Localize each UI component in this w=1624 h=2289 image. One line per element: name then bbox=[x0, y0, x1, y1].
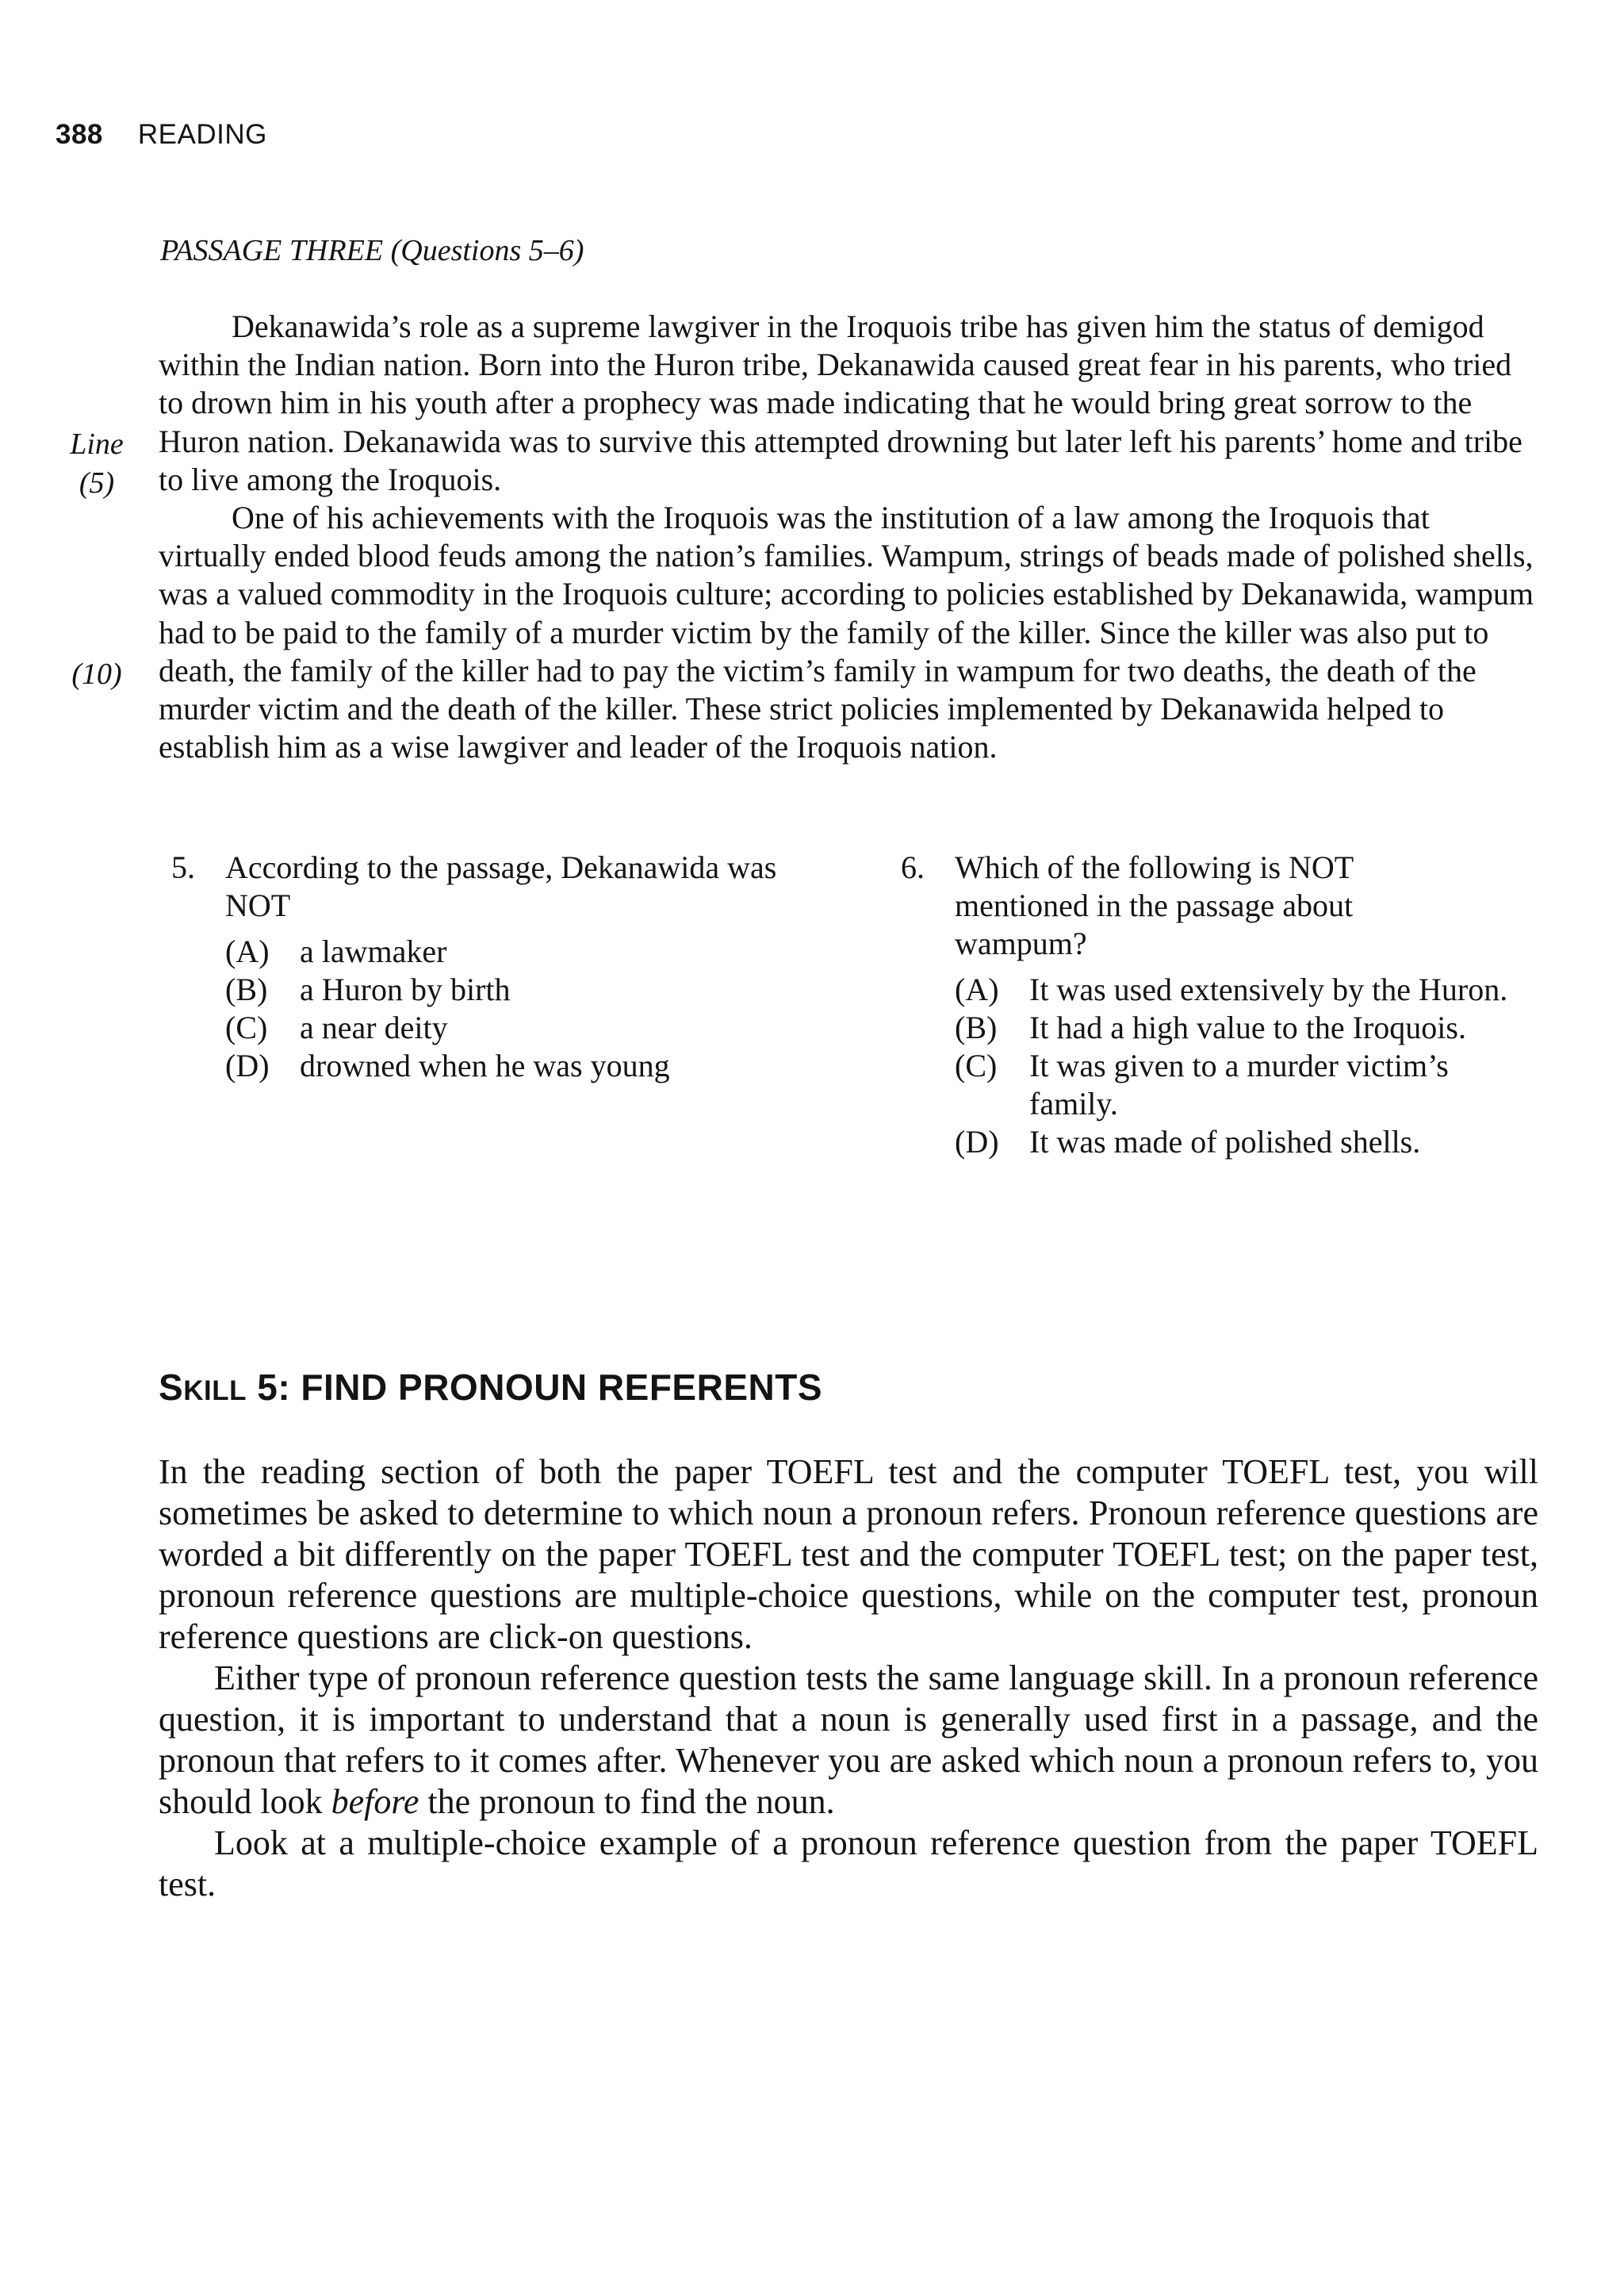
skill-heading-initial: S bbox=[159, 1367, 184, 1408]
answer-option-a[interactable] bbox=[955, 971, 1535, 1009]
answer-option-d[interactable] bbox=[955, 1123, 1535, 1161]
body-paragraph-text: Either type of pronoun reference question tests the same language skill. In a pronoun reference question, it is important to understand that a noun is generally used first in a passage, and the pronoun that refers to it comes after. Whenever you are asked which noun a pronoun refers to, you should look bbox=[159, 1658, 1538, 1821]
option-letter: (C) bbox=[955, 1048, 998, 1083]
body-paragraph: In the reading section of both the paper TOEFL test and the computer TOEFL test, you will sometimes be asked to determine to which noun a pronoun refers. Pronoun reference questions are worded a bit differently on the paper TOEFL test and the computer TOEFL test; on the paper test, pronoun reference questions are multiple-choice questions, while on the computer test, pronoun reference questions are click-on questions. bbox=[159, 1452, 1538, 1656]
page-number: 388 bbox=[56, 119, 103, 150]
question-number: 5. bbox=[171, 849, 195, 885]
skill-heading-number: 5: bbox=[246, 1367, 301, 1408]
body-paragraph: Look at a multiple-choice example of a pronoun reference question from the paper TOEFL test. bbox=[159, 1823, 1538, 1904]
line-marker-5: (5) bbox=[79, 466, 115, 500]
option-letter: (A) bbox=[225, 934, 270, 969]
option-text: drowned when he was young bbox=[300, 1048, 670, 1083]
answer-option-b[interactable] bbox=[955, 1009, 1535, 1047]
option-text: It was given to a murder victim’s family. bbox=[1029, 1048, 1449, 1121]
option-text: a near deity bbox=[300, 1010, 448, 1045]
option-text: It had a high value to the Iroquois. bbox=[1029, 1010, 1466, 1045]
reading-passage bbox=[159, 308, 1538, 766]
skill-heading-title: FIND PRONOUN REFERENTS bbox=[301, 1367, 823, 1408]
option-letter: (A) bbox=[955, 972, 999, 1007]
question-5 bbox=[171, 849, 798, 1085]
section-name: READING bbox=[137, 119, 267, 150]
passage-title: PASSAGE THREE (Questions 5–6) bbox=[160, 234, 584, 267]
body-paragraph bbox=[159, 1658, 1538, 1823]
answer-option-a[interactable] bbox=[225, 933, 798, 971]
passage-paragraph: One of his achievements with the Iroquois was the institution of a law among the Iroquois that virtually ended blood feuds among the nation’s families. Wampum, strings of beads made of polished shells, was a valued commodity in the Iroquois culture; according to policies established by Dekanawida, wampum had to be paid to the family of a murder victim by the family of the killer. Since the killer was also put to death, the family of the killer had to pay the victim’s family in wampum for two deaths, the death of the murder victim and the death of the killer. These strict policies implemented by Dekanawida helped to establish him as a wise lawgiver and leader of the Iroquois nation. bbox=[159, 500, 1534, 765]
answer-option-c[interactable] bbox=[955, 1047, 1535, 1123]
option-letter: (D) bbox=[225, 1048, 270, 1083]
answer-options bbox=[171, 933, 798, 1085]
body-paragraph-end: the pronoun to find the noun. bbox=[419, 1782, 835, 1821]
line-marker-10: (10) bbox=[71, 658, 122, 691]
option-text: a Huron by birth bbox=[300, 972, 511, 1007]
skill-body bbox=[159, 1451, 1538, 1905]
option-letter: (C) bbox=[225, 1010, 268, 1045]
option-letter: (D) bbox=[955, 1124, 999, 1160]
skill-heading bbox=[159, 1366, 822, 1409]
answer-options bbox=[901, 971, 1535, 1161]
question-number: 6. bbox=[901, 849, 925, 885]
option-letter: (B) bbox=[955, 1010, 998, 1045]
running-head bbox=[56, 119, 267, 151]
answer-option-b[interactable] bbox=[225, 971, 798, 1009]
question-6 bbox=[901, 849, 1535, 1161]
answer-option-d[interactable] bbox=[225, 1047, 798, 1085]
passage-paragraph: Dekanawida’s role as a supreme lawgiver in the Iroquois tribe has given him the status of demigod within the Indian nation. Born into the Huron tribe, Dekanawida caused great fear in his parents, who tried to drown him in his youth after a prophecy was made indicating that he would bring great sorrow to the Huron nation. Dekanawida was to survive this attempted drowning but later left his parents’ home and tribe to live among the Iroquois. bbox=[159, 309, 1522, 497]
option-text: It was used extensively by the Huron. bbox=[1029, 972, 1508, 1007]
option-text: a lawmaker bbox=[300, 934, 447, 969]
question-stem: According to the passage, Dekanawida was NOT bbox=[225, 849, 777, 923]
option-text: It was made of polished shells. bbox=[1029, 1124, 1421, 1160]
option-letter: (B) bbox=[225, 972, 268, 1007]
answer-option-c[interactable] bbox=[225, 1009, 798, 1047]
skill-heading-smallcaps: KILL bbox=[183, 1375, 247, 1406]
emphasis-before: before bbox=[331, 1782, 419, 1821]
line-marker-label: Line bbox=[70, 428, 124, 461]
question-stem: Which of the following is NOT mentioned in the passage about wampum? bbox=[955, 849, 1354, 961]
